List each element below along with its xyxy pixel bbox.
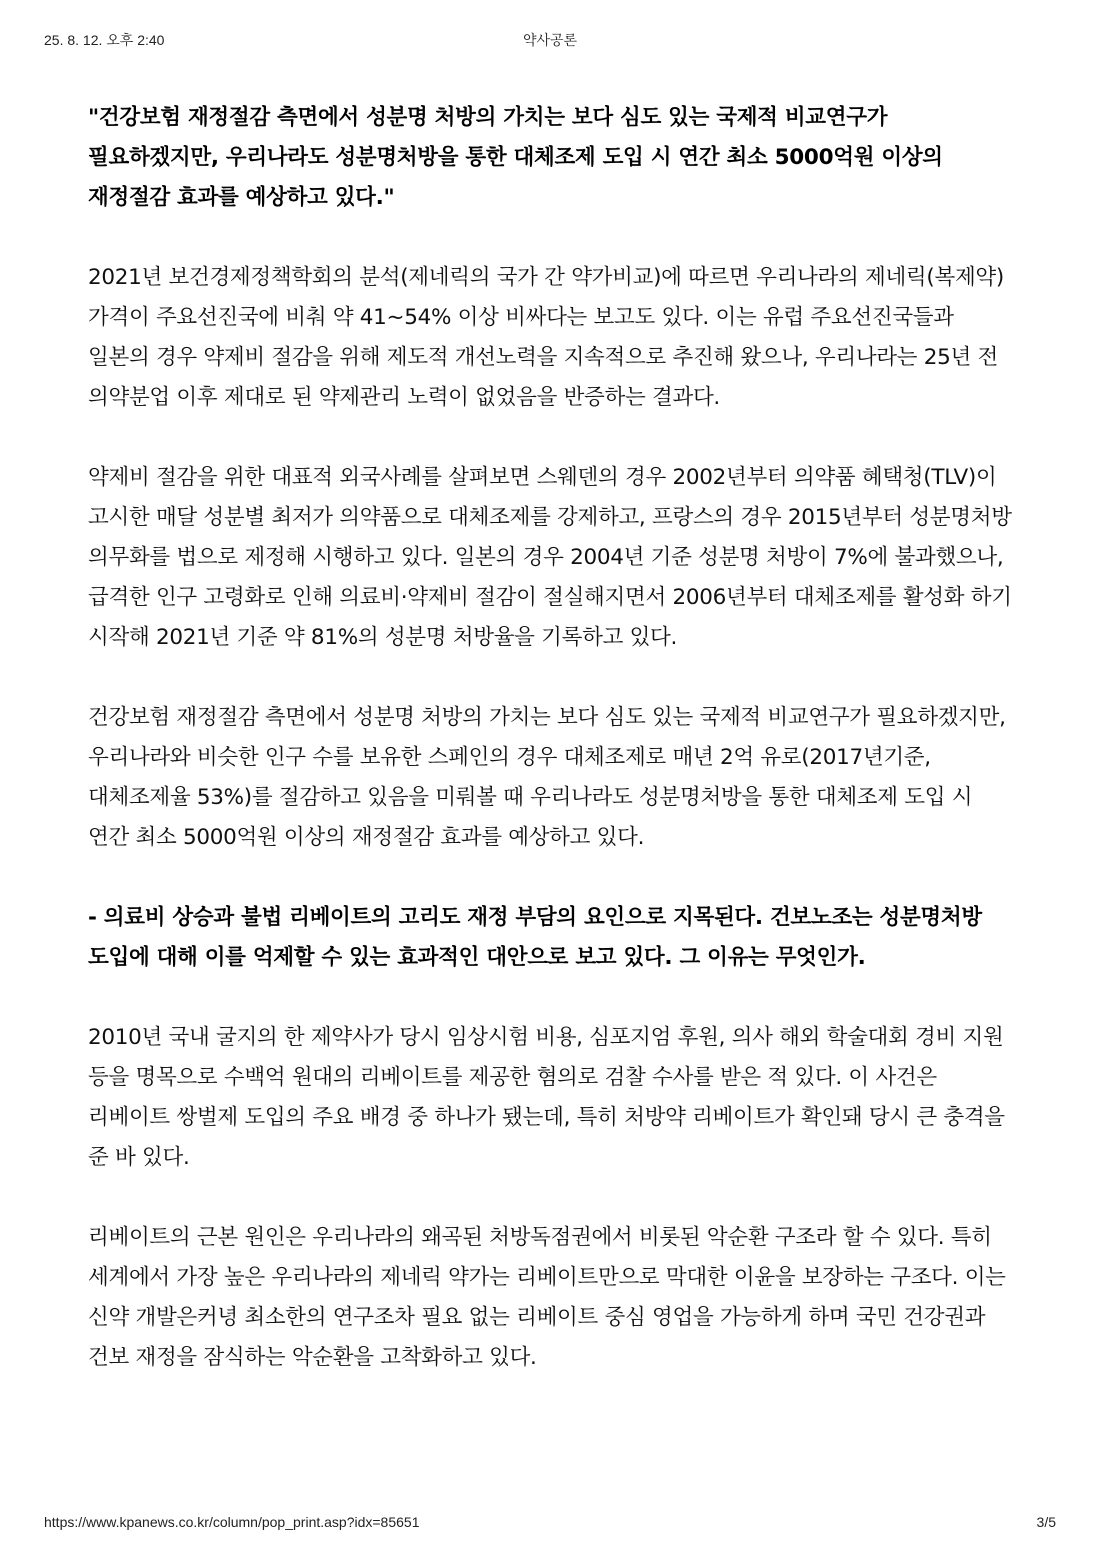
page-title: 약사공론 [522,32,578,48]
source-url: https://www.kpanews.co.kr/column/pop_print.asp?idx=85651 [44,1514,420,1530]
page-number: 3/5 [1036,1514,1056,1530]
quote-paragraph: "건강보험 재정절감 측면에서 성분명 처방의 가치는 보다 심도 있는 국제적 비교연구가 필요하겠지만, 우리나라도 성분명처방을 통한 대체조제 도입 시 연간 최소 5000억원 이상의 재정절감 효과를 예상하고 있다." [88,105,943,210]
body-paragraph: 2021년 보건경제정책학회의 분석(제네릭의 국가 간 약가비교)에 따르면 우리나라의 제네릭(복제약) 가격이 주요선진국에 비춰 약 41~54% 이상 비싸다는 보고도 있다. 이는 유럽 주요선진국들과 일본의 경우 약제비 절감을 위해 제도적 개선노력을 지속적으로 추진해 왔으나, 우리나라는 25년 전 의약분업 이후 제대로 된 약제관리 노력이 없었음을 반증하는 결과다. [88,265,1004,410]
print-footer [0,1514,1100,1536]
print-datetime: 25. 8. 12. 오후 2:40 [44,32,165,48]
body-paragraph: 2010년 국내 굴지의 한 제약사가 당시 임상시험 비용, 심포지엄 후원, 의사 해외 학술대회 경비 지원 등을 명목으로 수백억 원대의 리베이트를 제공한 혐의로 검찰 수사를 받은 적 있다. 이 사건은 리베이트 쌍벌제 도입의 주요 배경 중 하나가 됐는데, 특히 처방약 리베이트가 확인돼 당시 큰 충격을 준 바 있다. [88,1025,1005,1170]
print-header [0,30,1100,52]
interview-question: - 의료비 상승과 불법 리베이트의 고리도 재정 부담의 요인으로 지목된다. 건보노조는 성분명처방 도입에 대해 이를 억제할 수 있는 효과적인 대안으로 보고 있다. 그 이유는 무엇인가. [88,905,982,970]
body-paragraph: 약제비 절감을 위한 대표적 외국사례를 살펴보면 스웨덴의 경우 2002년부터 의약품 혜택청(TLV)이 고시한 매달 성분별 최저가 의약품으로 대체조제를 강제하고, 프랑스의 경우 2015년부터 성분명처방 의무화를 법으로 제정해 시행하고 있다. 일본의 경우 2004년 기준 성분명 처방이 7%에 불과했으나, 급격한 인구 고령화로 인해 의료비·약제비 절감이 절실해지면서 2006년부터 대체조제를 활성화 하기 시작해 2021년 기준 약 81%의 성분명 처방율을 기록하고 있다. [88,465,1012,650]
article-body [88,98,1018,1378]
body-paragraph: 리베이트의 근본 원인은 우리나라의 왜곡된 처방독점권에서 비롯된 악순환 구조라 할 수 있다. 특히 세계에서 가장 높은 우리나라의 제네릭 약가는 리베이트만으로 막대한 이윤을 보장하는 구조다. 이는 신약 개발은커녕 최소한의 연구조차 필요 없는 리베이트 중심 영업을 가능하게 하며 국민 건강권과 건보 재정을 잠식하는 악순환을 고착화하고 있다. [88,1225,1006,1370]
body-paragraph: 건강보험 재정절감 측면에서 성분명 처방의 가치는 보다 심도 있는 국제적 비교연구가 필요하겠지만, 우리나라와 비슷한 인구 수를 보유한 스페인의 경우 대체조제로 매년 2억 유로(2017년기준, 대체조제율 53%)를 절감하고 있음을 미뤄볼 때 우리나라도 성분명처방을 통한 대체조제 도입 시 연간 최소 5000억원 이상의 재정절감 효과를 예상하고 있다. [88,705,1006,850]
